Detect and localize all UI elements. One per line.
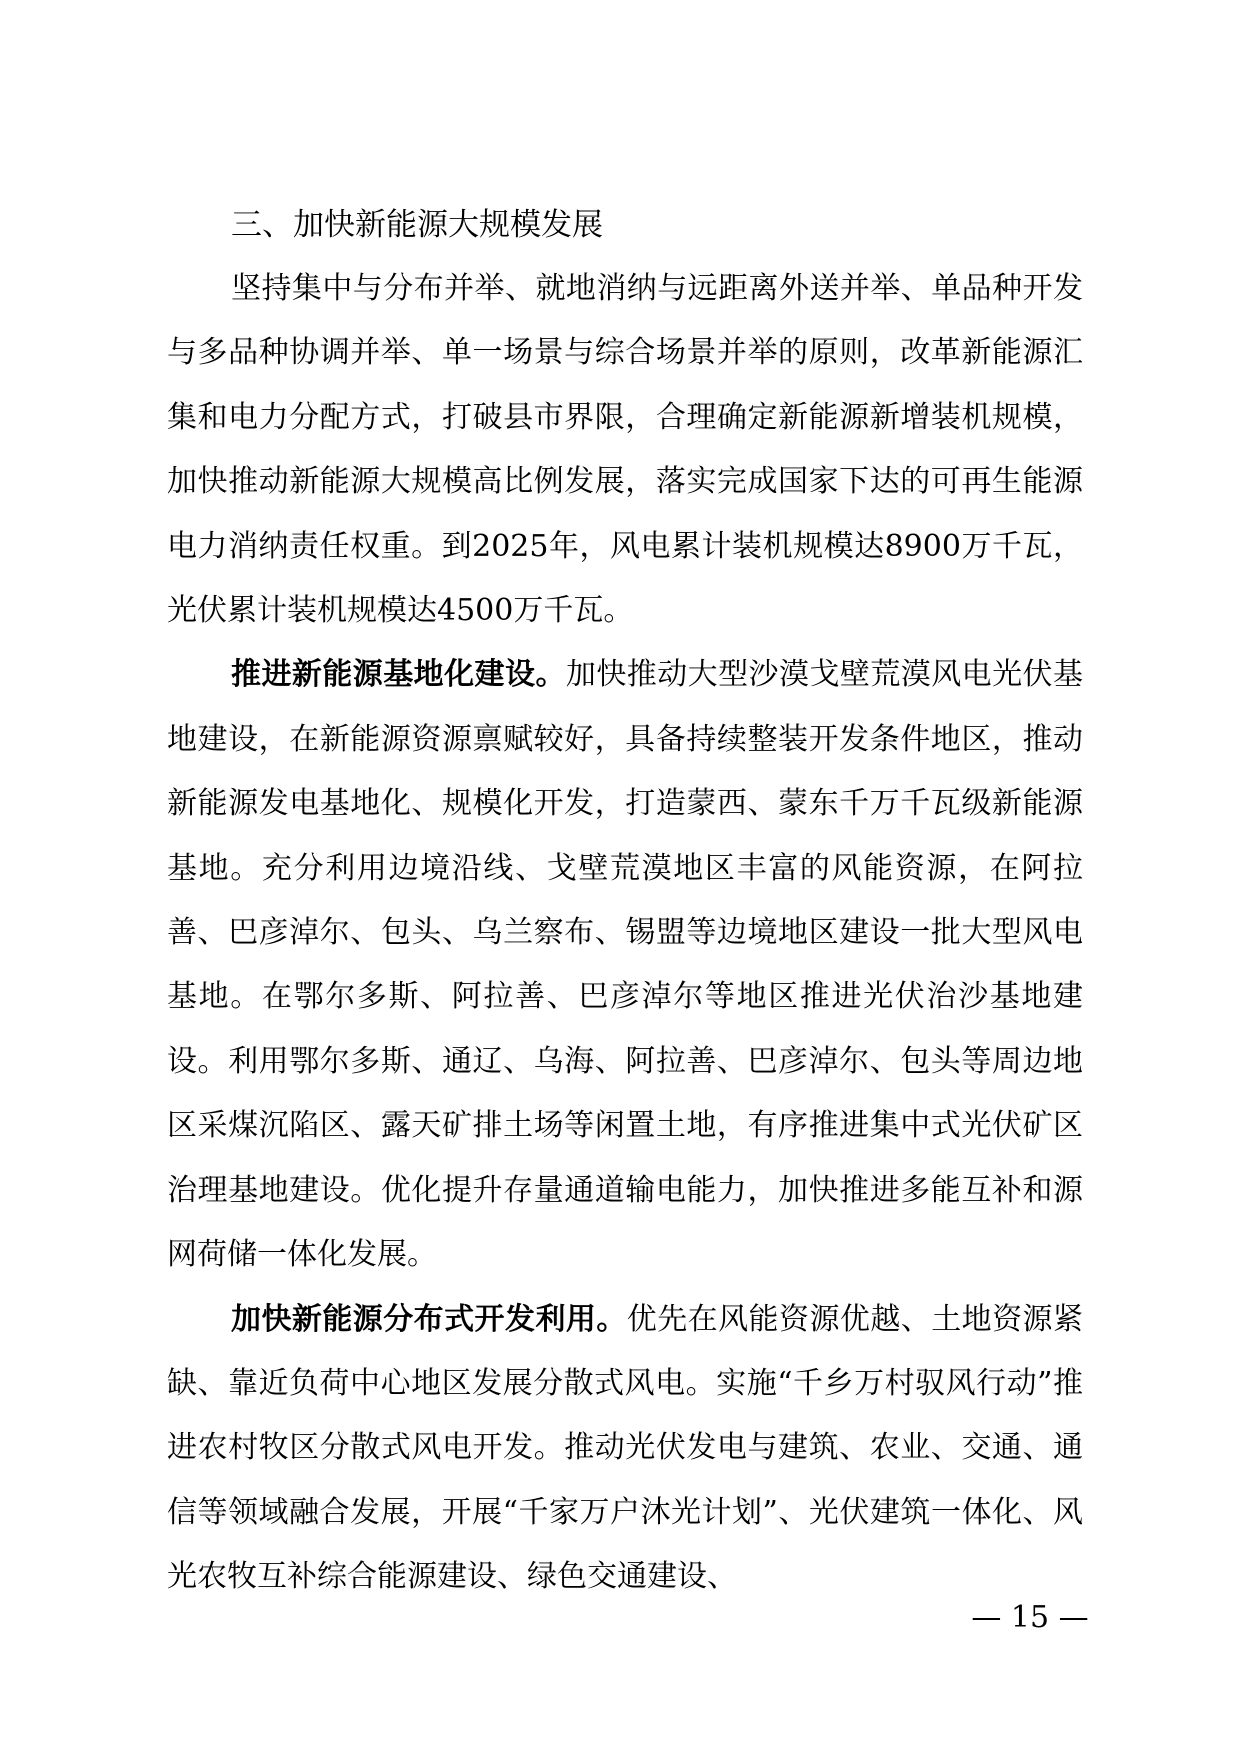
paragraph-lead: 推进新能源基地化建设。 xyxy=(231,657,566,693)
paragraph-body: 坚持集中与分布并举、就地消纳与远距离外送并举、单品种开发与多品种协调并举、单一场景与综合场景并举的原则，改革新能源汇集和电力分配方式，打破县市界限，合理确定新能源新增装机规模，加快推动新能源大规模高比例发展，落实完成国家下达的可再生能源电力消纳责任权重。到2025年，风电累计装机规模达8900万千瓦，光伏累计装机规模达4500万千瓦。 xyxy=(167,271,1083,629)
paragraph-distributed-development xyxy=(167,1288,1083,1610)
paragraph-body: 加快推动大型沙漠戈壁荒漠风电光伏基地建设，在新能源资源禀赋较好，具备持续整装开发条件地区，推动新能源发电基地化、规模化开发，打造蒙西、蒙东千万千瓦级新能源基地。充分利用边境沿线、戈壁荒漠地区丰富的风能资源，在阿拉善、巴彦淖尔、包头、乌兰察布、锡盟等边境地区建设一批大型风电基地。在鄂尔多斯、阿拉善、巴彦淖尔等地区推进光伏治沙基地建设。利用鄂尔多斯、通辽、乌海、阿拉善、巴彦淖尔、包头等周边地区采煤沉陷区、露天矿排土场等闲置土地，有序推进集中式光伏矿区治理基地建设。优化提升存量通道输电能力，加快推进多能互补和源网荷储一体化发展。 xyxy=(167,657,1084,1273)
page-number: — 15 — xyxy=(971,1600,1089,1635)
paragraph-lead: 加快新能源分布式开发利用。 xyxy=(231,1301,627,1337)
section-heading: 三、加快新能源大规模发展 xyxy=(231,207,603,243)
paragraph-body: 优先在风能资源优越、土地资源紧缺、靠近负荷中心地区发展分散式风电。实施“千乡万村驭风行动”推进农村牧区分散式风电开发。推动光伏发电与建筑、农业、交通、通信等领域融合发展，开展“千家万户沐光计划”、光伏建筑一体化、风光农牧互补综合能源建设、绿色交通建设、 xyxy=(167,1301,1084,1595)
paragraph-principles xyxy=(167,257,1083,643)
paragraph-base-construction xyxy=(167,643,1083,1287)
body-text xyxy=(167,193,1083,1610)
